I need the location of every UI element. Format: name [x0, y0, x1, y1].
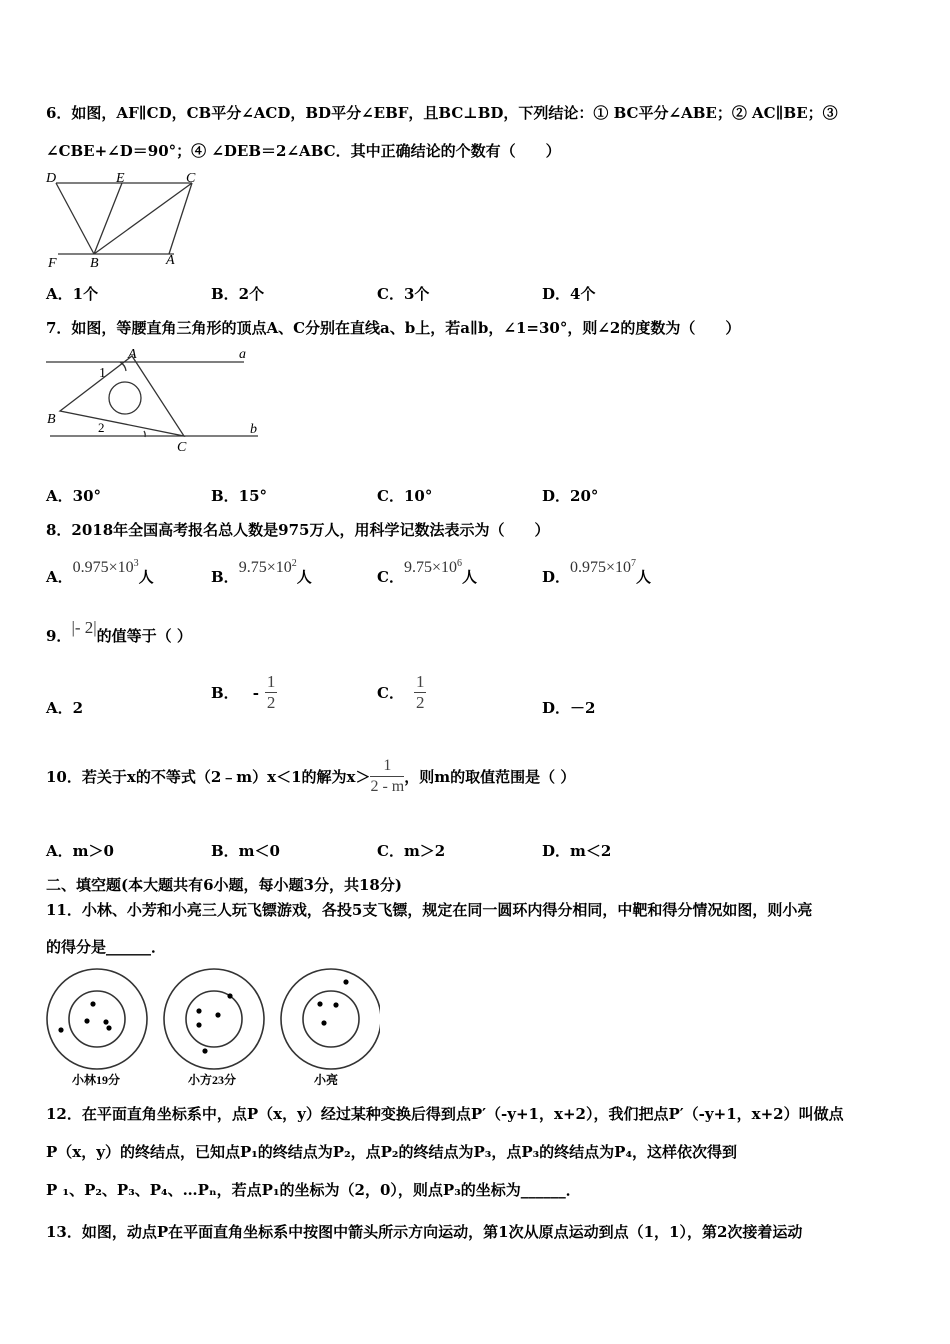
- q9-option-d: [542, 697, 595, 718]
- q7-option-a: A．30°: [46, 487, 102, 505]
- q8-option-d-mantissa: 0.975×10: [570, 559, 632, 576]
- q13-line1: 13．如图，动点P在平面直角坐标系中按图中箭头所示方向运动，第1次从原点运动到点（1，1），第2次接着运动: [46, 1223, 803, 1241]
- q11-dart-targets: [40, 968, 380, 1090]
- q7-label-a: a: [239, 347, 246, 362]
- q9-option-b: [211, 672, 277, 713]
- q6-label-A: A: [166, 253, 175, 268]
- q10-option-d: D．m＜2: [542, 842, 612, 860]
- q8-option-d-exp: 7: [631, 558, 637, 569]
- q9-option-a-value: 2: [72, 699, 84, 717]
- q9-option-b-denominator: 2: [266, 693, 276, 712]
- q8-option-c-unit: 人: [461, 568, 477, 586]
- q10-option-c: C．m＞2: [377, 842, 446, 860]
- q7-option-c: C．10°: [377, 487, 433, 505]
- q10-fraction-denominator: 2 - m: [370, 778, 405, 795]
- q9-option-c-label: C．: [377, 684, 404, 702]
- q8-option-c-label: C．: [377, 568, 404, 586]
- q9-expression: |- 2|: [71, 618, 97, 637]
- q8-option-c-exp: 6: [456, 558, 462, 569]
- q7-figure: [44, 343, 264, 455]
- q9-option-b-fraction: [265, 672, 278, 713]
- q9-line: [46, 617, 192, 645]
- q8-text: 8．2018年全国高考报名总人数是975万人，用科学记数法表示为（ ）: [46, 521, 550, 539]
- q8-option-c-mantissa: 9.75×10: [403, 559, 457, 576]
- q9-number: 9．: [46, 627, 72, 645]
- q9-option-c: [377, 672, 426, 713]
- q8-option-d-unit: 人: [636, 568, 652, 586]
- q6-option-a: A．1个: [46, 285, 99, 303]
- q9-option-b-label: B．: [211, 684, 239, 702]
- q9-option-a: [46, 697, 83, 718]
- q6-label-D: D: [46, 171, 57, 186]
- q6-option-b: B．2个: [211, 285, 265, 303]
- q7-label-A: A: [128, 347, 137, 362]
- q6-option-c: C．3个: [377, 285, 430, 303]
- q6-label-C: C: [186, 171, 196, 186]
- q10-option-b: B．m＜0: [211, 842, 280, 860]
- q9-option-d-value: －2: [570, 699, 596, 717]
- q11-target-label-xiaoliang: 小亮: [314, 1073, 339, 1087]
- q11-target-label-xiaofang: 小方23分: [188, 1073, 237, 1087]
- q8-option-c: [377, 556, 477, 586]
- q12-line1: 12．在平面直角坐标系中，点P（x，y）经过某种变换后得到点P′（-y+1，x+2），我们把点P′（-y+1，x+2）叫做点: [46, 1105, 844, 1123]
- q9-option-a-label: A．: [46, 699, 73, 717]
- q7-label-b: b: [250, 422, 257, 437]
- q6-option-d: D．4个: [542, 285, 596, 303]
- q9-option-d-label: D．: [542, 699, 571, 717]
- q12-line2: P（x，y）的终结点，已知点P₁的终结点为P₂，点P₂的终结点为P₃，点P₃的终结点为P₄，这样依次得到: [46, 1143, 738, 1161]
- q6-label-F: F: [48, 256, 57, 270]
- q7-label-C: C: [177, 440, 187, 455]
- q6-label-B: B: [90, 256, 99, 270]
- q8-option-d-label: D．: [542, 568, 571, 586]
- q6-label-E: E: [116, 171, 125, 186]
- q10-fraction-numerator: 1: [370, 756, 404, 777]
- q7-label-2: 2: [98, 420, 105, 435]
- q7-option-d: D．20°: [542, 487, 599, 505]
- q10-fraction: [370, 756, 404, 797]
- q7-text: 7．如图，等腰直角三角形的顶点A、C分别在直线a、b上，若a∥b，∠1=30°，则∠2的度数为（ ）: [46, 319, 741, 337]
- q11-line2: 的得分是______．: [46, 938, 167, 956]
- q8-option-a-mantissa: 0.975×10: [72, 559, 134, 576]
- q8-option-a: [46, 556, 154, 586]
- q8-option-b-mantissa: 9.75×10: [238, 559, 292, 576]
- q8-option-b: [211, 556, 312, 586]
- q9-option-c-fraction: [414, 672, 427, 713]
- q9-option-b-sign: -: [252, 683, 259, 702]
- q12-line3: P ₁、P₂、P₃、P₄、…Pₙ，若点P₁的坐标为（2，0），则点P₃的坐标为______．: [46, 1181, 581, 1199]
- q6-figure: [44, 168, 204, 270]
- q9-option-c-denominator: 2: [415, 693, 425, 712]
- q8-option-a-exp: 3: [133, 558, 139, 569]
- q9-option-b-numerator: 1: [266, 672, 276, 691]
- q8-option-b-exp: 2: [291, 558, 297, 569]
- q10-text-after: ，则m的取值范围是（ ）: [404, 768, 576, 786]
- q8-option-a-unit: 人: [138, 568, 154, 586]
- section-2-title: 二、填空题(本大题共有6小题，每小题3分，共18分): [46, 876, 402, 894]
- q8-option-b-unit: 人: [296, 568, 312, 586]
- q9-text: 的值等于（ ）: [96, 627, 192, 645]
- q9-option-c-numerator: 1: [415, 672, 425, 691]
- q6-line2: ∠CBE+∠D＝90°；④ ∠DEB＝2∠ABC．其中正确结论的个数有（ ）: [46, 142, 561, 160]
- q7-label-1: 1: [99, 366, 106, 381]
- q8-option-d: [542, 556, 652, 586]
- q10-text-before: 10．若关于x的不等式（2﹣m）x＜1的解为x＞: [46, 768, 371, 786]
- q11-line1: 11．小林、小芳和小亮三人玩飞镖游戏，各投5支飞镖，规定在同一圆环内得分相同，中靶和得分情况如图，则小亮: [46, 901, 813, 919]
- q11-target-label-xiaolin: 小林19分: [72, 1073, 121, 1087]
- q10-option-a: A．m＞0: [46, 842, 114, 860]
- q8-option-a-label: A．: [46, 568, 73, 586]
- q6-line1: 6．如图，AF∥CD，CB平分∠ACD，BD平分∠EBF，且BC⊥BD，下列结论：① BC平分∠ABE；② AC∥BE；③: [46, 104, 838, 122]
- q7-option-b: B．15°: [211, 487, 268, 505]
- q10-line: [46, 756, 575, 797]
- q8-option-b-label: B．: [211, 568, 239, 586]
- q7-label-B: B: [47, 412, 56, 427]
